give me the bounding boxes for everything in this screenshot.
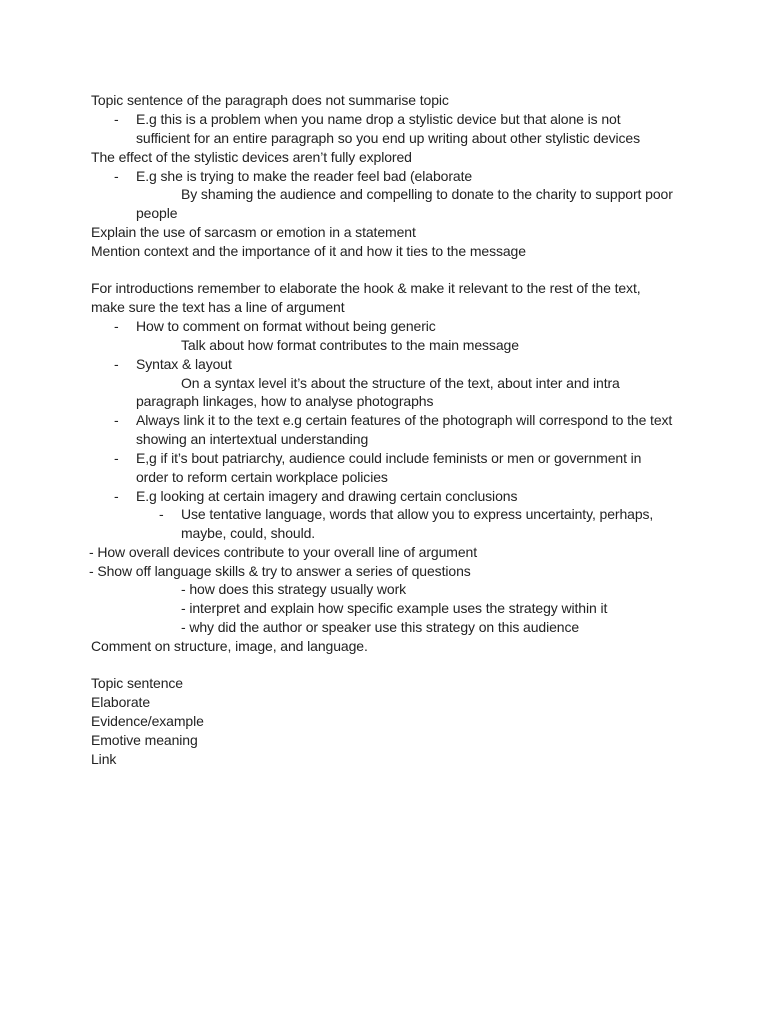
note-syntax-layout: Syntax & layout — [136, 356, 232, 372]
note-syntax-detail: On a syntax level it’s about the structure of the text, about inter and intra — [181, 375, 620, 391]
note-example-feel-bad: E.g she is trying to make the reader feel bad (elaborate — [136, 168, 473, 184]
note-patriarchy-cont: order to reform certain workplace policies — [136, 469, 388, 485]
note-example-name-drop-cont: sufficient for an entire paragraph so you end up writing about other stylistic devices — [136, 130, 640, 146]
bullet-dash: - — [114, 318, 119, 334]
note-format-detail: Talk about how format contributes to the main message — [181, 337, 519, 353]
note-introductions: For introductions remember to elaborate the hook & make it relevant to the rest of the text, — [91, 280, 641, 296]
note-context: Mention context and the importance of it and how it ties to the message — [91, 243, 526, 259]
note-question-strategy: - how does this strategy usually work — [181, 581, 407, 597]
teel-item-topic-sentence: Topic sentence — [91, 675, 183, 691]
note-tentative-language: Use tentative language, words that allow you to express uncertainty, perhaps, — [181, 506, 654, 522]
bullet-dash: - — [159, 506, 164, 522]
note-tentative-language-cont: maybe, could, should. — [181, 525, 316, 541]
bullet-dash: - — [114, 111, 119, 127]
teel-item-evidence: Evidence/example — [91, 713, 204, 729]
note-shaming: By shaming the audience and compelling to donate to the charity to support poor — [181, 186, 673, 202]
bullet-dash: - — [114, 412, 119, 428]
bullet-dash: - — [114, 168, 119, 184]
bullet-dash: - — [114, 450, 119, 466]
note-link-text-cont: showing an intertextual understanding — [136, 431, 369, 447]
note-effect-not-explored: The effect of the stylistic devices aren’t fully explored — [91, 149, 412, 165]
note-link-text: Always link it to the text e.g certain features of the photograph will correspond to the text — [136, 412, 673, 428]
bullet-dash: - — [114, 488, 119, 504]
note-patriarchy: E,g if it’s bout patriarchy, audience could include feminists or men or government in — [136, 450, 642, 466]
note-overall-devices: - How overall devices contribute to your overall line of argument — [89, 544, 478, 560]
note-topic-sentence-issue: Topic sentence of the paragraph does not summarise topic — [91, 92, 449, 108]
note-question-why: - why did the author or speaker use this strategy on this audience — [181, 619, 580, 635]
note-language-skills: - Show off language skills & try to answer a series of questions — [89, 563, 471, 579]
teel-item-link: Link — [91, 751, 117, 767]
note-syntax-detail-cont: paragraph linkages, how to analyse photographs — [136, 393, 434, 409]
note-comment-structure: Comment on structure, image, and language. — [91, 638, 368, 654]
note-sarcasm: Explain the use of sarcasm or emotion in a statement — [91, 224, 416, 240]
note-question-interpret: - interpret and explain how specific example uses the strategy within it — [181, 600, 608, 616]
note-imagery: E.g looking at certain imagery and drawing certain conclusions — [136, 488, 518, 504]
note-introductions-cont: make sure the text has a line of argument — [91, 299, 345, 315]
note-format-comment: How to comment on format without being generic — [136, 318, 436, 334]
note-example-name-drop: E.g this is a problem when you name drop a stylistic device but that alone is not — [136, 111, 621, 127]
teel-item-emotive-meaning: Emotive meaning — [91, 732, 198, 748]
bullet-dash: - — [114, 356, 119, 372]
teel-item-elaborate: Elaborate — [91, 694, 151, 710]
note-shaming-cont: people — [136, 205, 178, 221]
